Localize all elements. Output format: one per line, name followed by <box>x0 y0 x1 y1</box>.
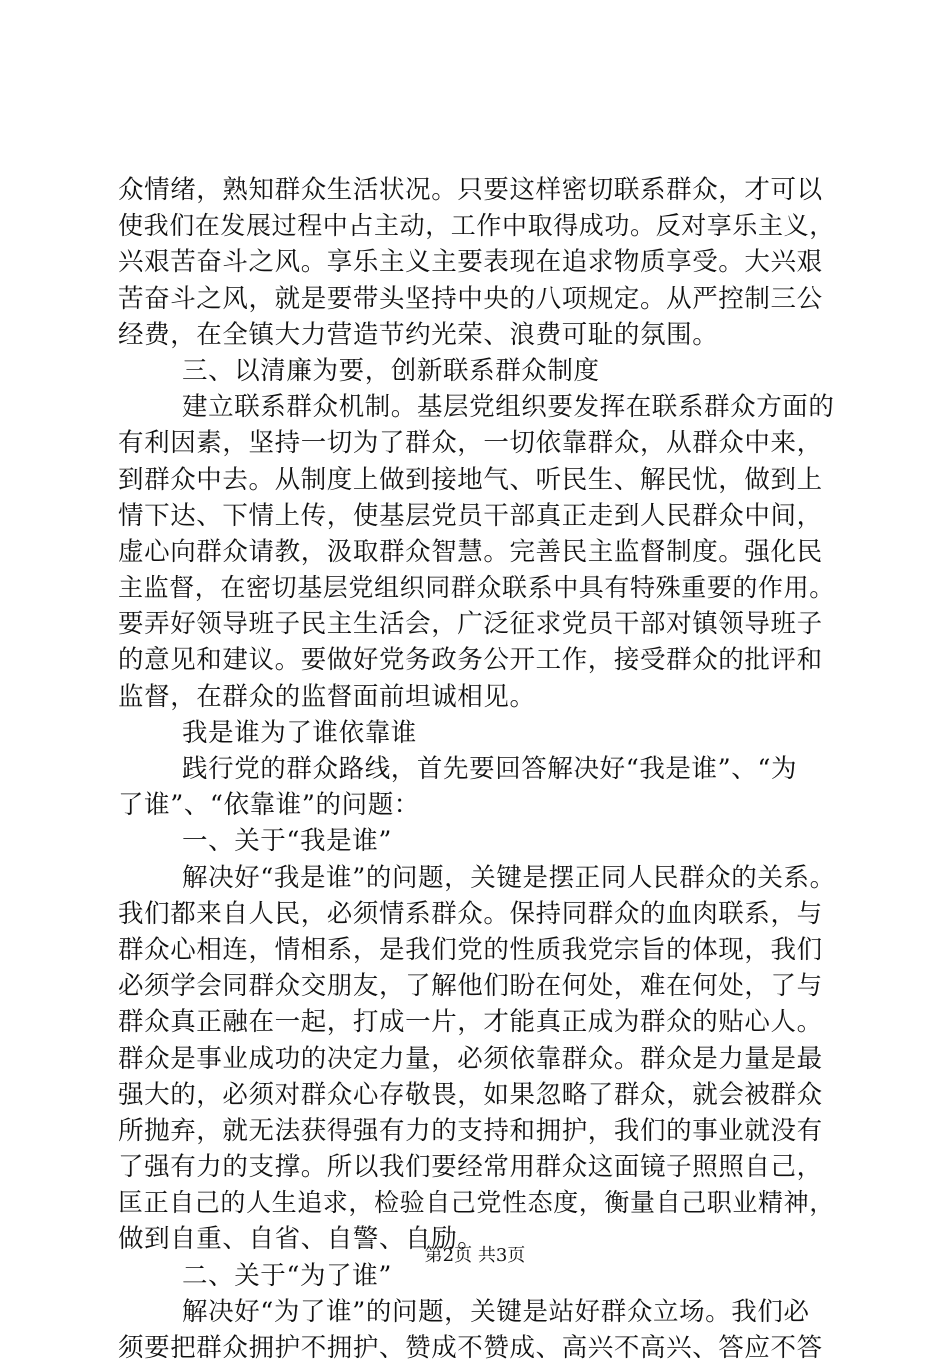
text-line: 所抛弃，就无法获得强有力的支持和拥护，我们的事业就没有 <box>118 1115 823 1146</box>
text-line: 做到自重、自省、自警、自励。 <box>118 1224 484 1255</box>
text-line: 有利因素，坚持一切为了群众，一切依靠群众，从群众中来， <box>118 428 823 459</box>
text-line: 要弄好领导班子民主生活会，广泛征求党员干部对镇领导班子 <box>118 609 823 640</box>
text-line: 我是谁为了谁依靠谁 <box>182 717 417 748</box>
text-line: 解决好“为了谁”的问题，关键是站好群众立场。我们必 <box>182 1296 810 1327</box>
text-line: 的意见和建议。要做好党务政务公开工作，接受群众的批评和 <box>118 645 823 676</box>
text-line: 群众心相连，情相系，是我们党的性质我党宗旨的体现，我们 <box>118 934 823 965</box>
text-line: 须要把群众拥护不拥护、赞成不赞成、高兴不高兴、答应不答 <box>118 1333 823 1363</box>
page-footer: 第2页 共3页 <box>424 1245 526 1266</box>
text-line: 我们都来自人民，必须情系群众。保持同群众的血肉联系，与 <box>118 898 823 929</box>
text-line: 强大的，必须对群众心存敬畏，如果忽略了群众，就会被群众 <box>118 1079 823 1110</box>
text-line: 经费，在全镇大力营造节约光荣、浪费可耻的氛围。 <box>118 319 719 350</box>
text-line: 群众真正融在一起，打成一片，才能真正成为群众的贴心人。 <box>118 1007 823 1038</box>
text-line: 情下达、下情上传，使基层党员干部真正走到人民群众中间， <box>118 500 823 531</box>
text-line: 二、关于“为了谁” <box>182 1260 392 1291</box>
text-line: 解决好“我是谁”的问题，关键是摆正同人民群众的关系。 <box>182 862 836 893</box>
text-line: 必须学会同群众交朋友，了解他们盼在何处，难在何处，了与 <box>118 971 823 1002</box>
text-line: 了谁”、“依靠谁”的问题： <box>118 790 420 821</box>
text-line: 了强有力的支撑。所以我们要经常用群众这面镜子照照自己， <box>118 1152 823 1183</box>
text-line: 众情绪，熟知群众生活状况。只要这样密切联系群众，才可以 <box>118 175 823 205</box>
text-line: 三、以清廉为要，创新联系群众制度 <box>182 355 600 386</box>
text-line: 践行党的群众路线，首先要回答解决好“我是谁”、“为 <box>182 754 798 784</box>
text-line: 苦奋斗之风，就是要带头坚持中央的八项规定。从严控制三公 <box>118 283 823 314</box>
text-line: 一、关于“我是谁” <box>182 826 392 857</box>
text-line: 虚心向群众请教，汲取群众智慧。完善民主监督制度。强化民 <box>118 536 823 567</box>
text-line: 主监督，在密切基层党组织同群众联系中具有特殊重要的作用。 <box>118 573 835 603</box>
text-line: 建立联系群众机制。基层党组织要发挥在联系群众方面的 <box>182 392 835 423</box>
text-line: 使我们在发展过程中占主动，工作中取得成功。反对享乐主义， <box>118 211 835 241</box>
text-line: 匡正自己的人生追求，检验自己党性态度，衡量自己职业精神， <box>118 1188 835 1218</box>
text-line: 监督，在群众的监督面前坦诚相见。 <box>118 681 536 712</box>
text-line: 到群众中去。从制度上做到接地气、听民生、解民忧，做到上 <box>118 464 823 495</box>
text-line: 群众是事业成功的决定力量，必须依靠群众。群众是力量是最 <box>118 1043 823 1074</box>
text-line: 兴艰苦奋斗之风。享乐主义主要表现在追求物质享受。大兴艰 <box>118 247 823 278</box>
document-body <box>118 172 838 1366</box>
